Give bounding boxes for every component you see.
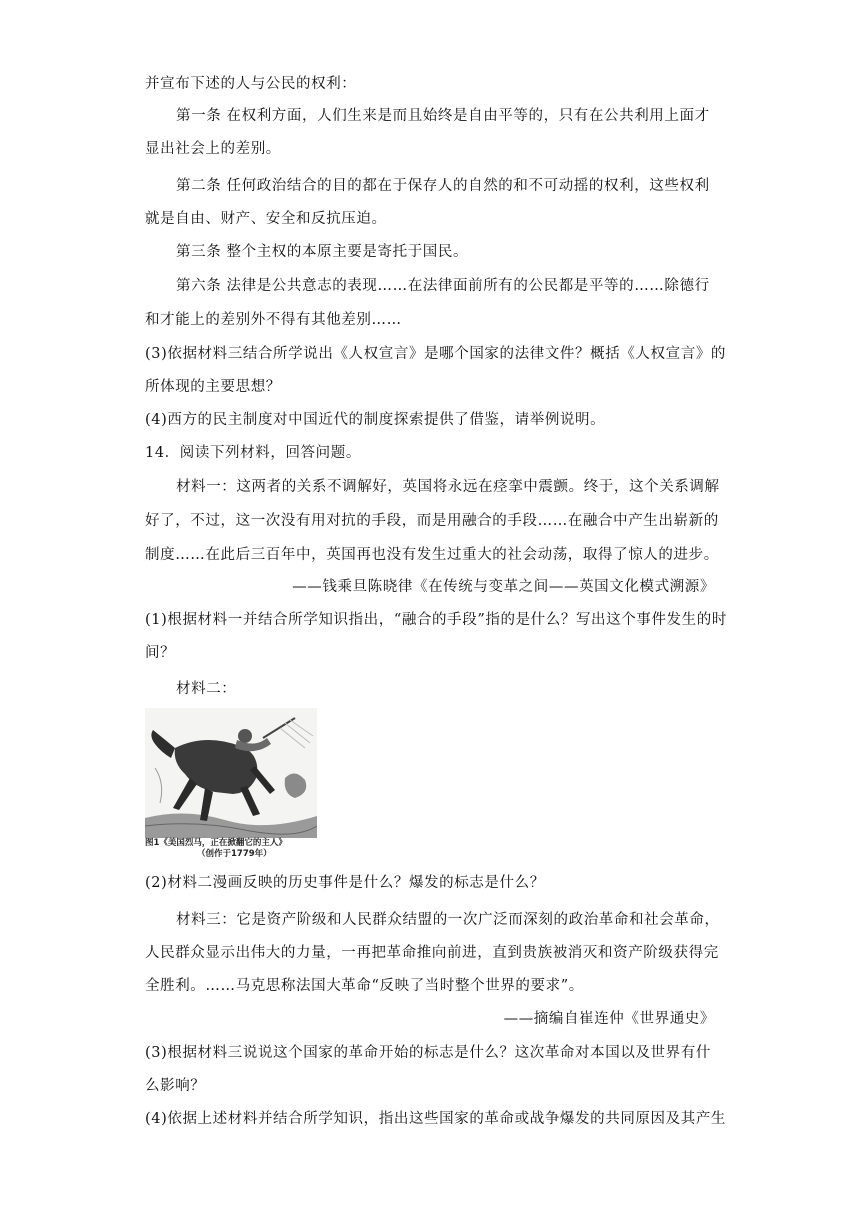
material-3-cont-1: 人民群众显示出伟大的力量，一再把革命推向前进，直到贵族被消灭和资产阶级获得完 xyxy=(145,945,719,961)
cartoon-drawing xyxy=(145,708,317,838)
article-2-line: 第二条 任何政治结合的目的都在于保存人的自然的和不可动摇的权利，这些权利 xyxy=(176,178,710,194)
material-1-source: ——钱乘旦陈晓律《在传统与变革之间——英国文化模式溯源》 xyxy=(292,579,715,595)
sub-question-1-cont: 间？ xyxy=(145,645,176,661)
question-4-line: (4)西方的民主制度对中国近代的制度探索提供了借鉴，请举例说明。 xyxy=(145,412,606,428)
material-3-cont-2: 全胜利。……马克思称法国大革命“反映了当时整个世界的要求”。 xyxy=(145,978,584,994)
article-6-line: 第六条 法律是公共意志的表现……在法律面前所有的公民都是平等的……除德行 xyxy=(176,278,710,294)
sub-question-2-line: (2)材料二漫画反映的历史事件是什么？爆发的标志是什么？ xyxy=(145,875,545,891)
material-1-cont-1: 好了，不过，这一次没有用对抗的手段，而是用融合的手段……在融合中产生出崭新的 xyxy=(145,513,719,529)
question-3-line: (3)依据材料三结合所学说出《人权宣言》是哪个国家的法律文件？概括《人权宣言》的 xyxy=(145,346,727,362)
sub-question-1-line: (1)根据材料一并结合所学知识指出，“融合的手段”指的是什么？写出这个事件发生的时 xyxy=(145,612,727,628)
article-3-line: 第三条 整个主权的本原主要是寄托于国民。 xyxy=(176,244,469,260)
sub-question-4-line: (4)依据上述材料并结合所学知识，指出这些国家的革命或战争爆发的共同原因及其产生 xyxy=(145,1111,727,1127)
cartoon-caption-date: （创作于1779年） xyxy=(197,849,272,859)
article-2-cont: 就是自由、财产、安全和反抗压迫。 xyxy=(145,211,387,227)
article-1-line: 第一条 在权利方面，人们生来是而且始终是自由平等的，只有在公共利用上面才 xyxy=(176,108,710,124)
question-3-cont: 所体现的主要思想？ xyxy=(145,379,281,395)
material-3-source: ——摘编自崔连仲《世界通史》 xyxy=(503,1011,715,1027)
sub-question-3-line: (3)根据材料三说说这个国家的革命开始的标志是什么？这次革命对本国以及世界有什 xyxy=(145,1045,711,1061)
cartoon-caption xyxy=(145,838,325,860)
question-14-heading: 14．阅读下列材料，回答问题。 xyxy=(145,445,361,461)
material-3-line: 材料三：它是资产阶级和人民群众结盟的一次广泛而深刻的政治革命和社会革命， xyxy=(176,912,720,928)
text-line: 并宣布下述的人与公民的权利： xyxy=(145,76,357,92)
article-1-cont: 显出社会上的差别。 xyxy=(145,141,281,157)
cartoon-caption-title: 图1《美国烈马，正在掀翻它的主人》 xyxy=(145,838,287,848)
article-6-cont: 和才能上的差别外不得有其他差别…… xyxy=(145,312,402,328)
sub-question-3-cont: 么影响？ xyxy=(145,1078,206,1094)
material-1-cont-2: 制度……在此后三百年中，英国再也没有发生过重大的社会动荡，取得了惊人的进步。 xyxy=(145,547,719,563)
material-2-label: 材料二： xyxy=(176,681,237,697)
material-1-line: 材料一：这两者的关系不调解好，英国将永远在痉挛中震颤。终于，这个关系调解 xyxy=(176,479,720,495)
